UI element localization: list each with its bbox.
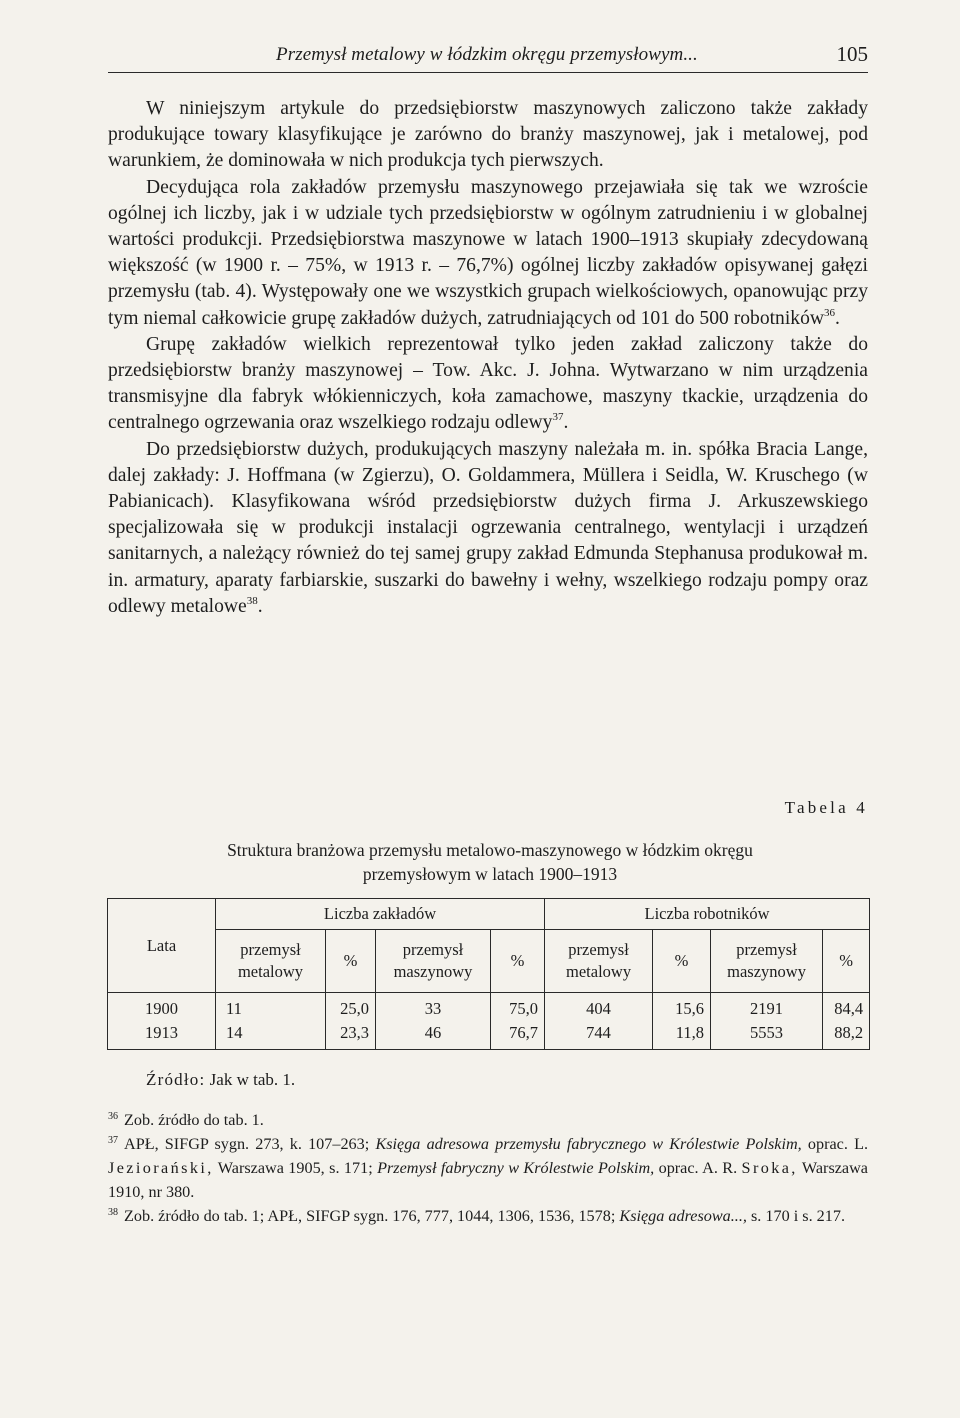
running-title: Przemysł metalowy w łódzkim okręgu przemysłowym... (276, 44, 698, 65)
row-1913-factories-machine-pct: 76,7 (509, 1023, 539, 1042)
header-factories-metal: przemysł metalowy (216, 930, 326, 993)
footnote-37-editor-prefix-1: oprac. L. (807, 1135, 869, 1153)
footnote-38 (108, 1204, 868, 1228)
table-title (150, 838, 830, 886)
header-workers-machine: przemysł maszynowy (711, 930, 823, 993)
workers-machine-pct-cells (823, 993, 870, 1050)
row-1900-factories-machine-pct: 75,0 (509, 999, 539, 1018)
page-number: 105 (836, 42, 868, 66)
table-title-line-1: Struktura branżowa przemysłu metalowo-maszynowego w łódzkim okręgu (227, 840, 753, 860)
row-1900-year: 1900 (145, 999, 178, 1018)
header-workers: Liczba robotników (545, 899, 870, 930)
row-1913-factories-machine: 46 (424, 1023, 442, 1042)
row-1913-year: 1913 (145, 1023, 178, 1042)
header-factories: Liczba zakładów (216, 899, 545, 930)
data-table (107, 898, 870, 1050)
factories-machine-cells (376, 993, 491, 1050)
paragraph-3 (108, 332, 868, 437)
row-1900-workers-metal-pct: 15,6 (675, 999, 705, 1018)
footnote-37-editor-1: Jeziorański, (108, 1159, 214, 1177)
paragraph-3-text: Grupę zakładów wielkich reprezentował tylko jeden zakład zaliczony także do przedsiębiorstw branży maszynowej – Tow. Akc. J. Johna. Wytwarzano w nim urządzenia transmisyjne dla fabryk włókienniczych, koła zamachowe, maszyny tkackie, urządzenia do centralnego ogrzewania oraz wszelkiego rodzaju odlewy (108, 333, 868, 434)
footnote-37-editor-2: Sroka, (741, 1159, 798, 1177)
row-1900-workers-machine-pct: 84,4 (834, 999, 864, 1018)
paragraph-2-end: . (835, 307, 840, 329)
header-workers-metal: przemysł metalowy (545, 930, 653, 993)
row-1913-factories-metal: 14 (226, 1023, 243, 1042)
footnote-36-number: 36 (108, 1111, 118, 1122)
footnote-37-archive: APŁ, SIFGP sygn. 273, k. 107–263; (124, 1135, 370, 1153)
workers-machine-cells (711, 993, 823, 1050)
paragraph-1 (108, 96, 868, 175)
source-label: Źródło: (146, 1070, 206, 1089)
footnote-37-number: 37 (108, 1135, 118, 1146)
row-1900-factories-metal-pct: 25,0 (340, 999, 369, 1018)
footnote-ref-37: 37 (552, 411, 564, 424)
footnote-36-text: Zob. źródło do tab. 1. (124, 1111, 264, 1129)
header-workers-machine-pct: % (823, 930, 870, 993)
paragraph-4-text: Do przedsiębiorstw dużych, produkujących maszyny należała m. in. spółka Bracia Lange, dalej zakłady: J. Hoffmana (w Zgierzu), O. Goldammera, Müllera i Seidla, W. Kruschego (w Pabianicach). Klasyfikowana wśród przedsiębiorstw dużych firma J. Arkuszewskiego specjalizowała się w produkcji instalacji ogrzewania centralnego, wentylacji i urządzeń sanitarnych, a należący również do tej samej grupy zakład Edmunda Stephanusa produkował m. in. armatury, aparaty farbiarskie, suszarki do bawełny i wełny, wszelkiego rodzaju pompy oraz odlewy metalowe (108, 438, 868, 617)
row-1900-factories-metal: 11 (226, 999, 242, 1018)
running-header (108, 42, 868, 73)
header-factories-metal-pct: % (326, 930, 376, 993)
row-1900-factories-machine: 33 (424, 999, 442, 1018)
footnote-38-archive: Zob. źródło do tab. 1; APŁ, SIFGP sygn. 176, 777, 1044, 1306, 1536, 1578; (124, 1207, 616, 1225)
row-1913-workers-machine: 5553 (750, 1023, 784, 1042)
paragraph-4 (108, 437, 868, 620)
footnote-37-imprint-1: Warszawa 1905, s. 171; (217, 1159, 373, 1177)
row-1913-workers-metal: 744 (586, 1023, 611, 1042)
footnote-37-editor-prefix-2: oprac. A. R. (658, 1159, 738, 1177)
header-workers-metal-pct: % (653, 930, 711, 993)
footnote-36 (108, 1108, 868, 1132)
row-1913-workers-machine-pct: 88,2 (834, 1023, 864, 1042)
row-1900-workers-machine: 2191 (750, 999, 784, 1018)
year-cells (108, 993, 216, 1050)
footnote-37-title-2: Przemysł fabryczny w Królestwie Polskim, (377, 1159, 655, 1177)
factories-machine-pct-cells (491, 993, 545, 1050)
workers-metal-cells (545, 993, 653, 1050)
footnote-38-title: Księga adresowa..., (619, 1207, 747, 1225)
table-label: Tabela 4 (784, 798, 868, 817)
factories-metal-cells (216, 993, 326, 1050)
paragraph-1-text: W niniejszym artykule do przedsiębiorstw maszynowych zaliczono także zakłady produkujące towary klasyfikujące je zarówno do branży maszynowej, jak i metalowej, pod warunkiem, że dominowała w nich produkcja tych pierwszych. (108, 98, 868, 172)
source-text: Jak w tab. 1. (209, 1070, 296, 1089)
row-1913-workers-metal-pct: 11,8 (675, 1023, 705, 1042)
workers-metal-pct-cells (653, 993, 711, 1050)
body-text (108, 96, 868, 620)
row-1900-workers-metal: 404 (586, 999, 611, 1018)
header-factories-machine-pct: % (491, 930, 545, 993)
paragraph-2 (108, 175, 868, 332)
footnote-ref-36: 36 (824, 306, 836, 319)
paragraph-4-end: . (257, 595, 263, 617)
footnote-37-imprint-2: Warszawa 1910, nr 380. (108, 1159, 868, 1201)
header-factories-machine: przemysł maszynowy (376, 930, 491, 993)
table-source-note (146, 1070, 295, 1090)
row-1913-factories-metal-pct: 23,3 (340, 1023, 369, 1042)
footnote-38-number: 38 (108, 1207, 118, 1218)
footnote-37 (108, 1132, 868, 1204)
footnote-ref-38: 38 (246, 594, 258, 607)
paragraph-2-text: Decydująca rola zakładów przemysłu maszynowego przejawiała się tak we wzroście ogólnej ich liczby, jak i w udziale tych przedsiębiorstw w ogólnym zatrudnieniu i w globalnej wartości produkcji. Przedsiębiorstwa maszynowe w latach 1900–1913 skupiały zdecydowaną większość (w 1900 r. – 75%, w 1913 r. – 76,7%) ogólnej liczby zakładów opisywanej gałęzi przemysłu (tab. 4). Występowały one we wszystkich grupach wielkościowych, opanowując przy tym niemal całkowicie grupę zakładów dużych, zatrudniających od 101 do 500 robotników (108, 176, 868, 329)
footnotes (108, 1108, 868, 1228)
header-year: Lata (108, 899, 216, 993)
footnote-37-title-1: Księga adresowa przemysłu fabrycznego w Królestwie Polskim, (375, 1135, 802, 1153)
table-title-line-2: przemysłowym w latach 1900–1913 (362, 864, 618, 884)
factories-metal-pct-cells (326, 993, 376, 1050)
paragraph-3-end: . (563, 412, 569, 434)
footnote-38-pages: s. 170 i s. 217. (751, 1207, 845, 1225)
